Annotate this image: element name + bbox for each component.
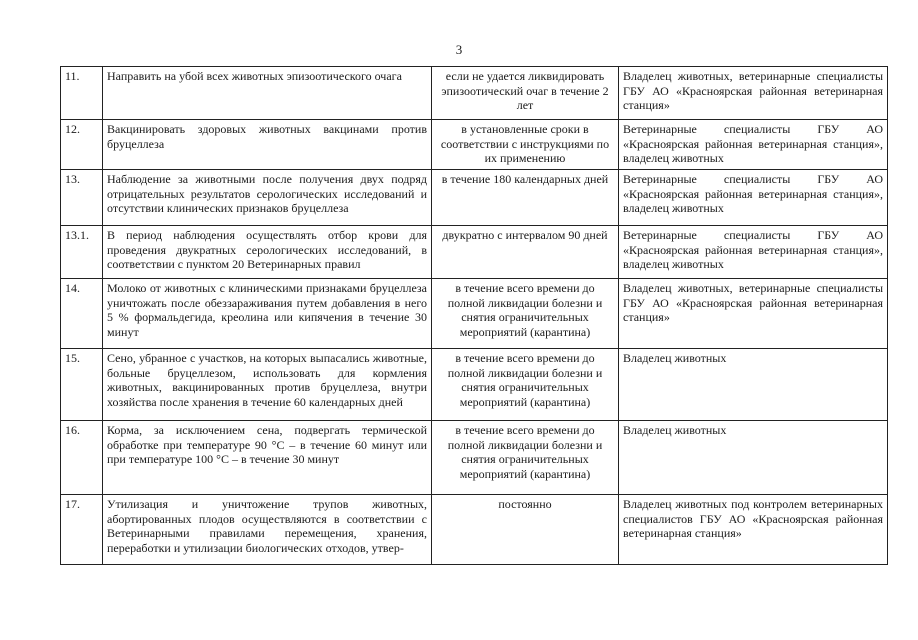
table-row bbox=[61, 349, 888, 421]
table-row bbox=[61, 170, 888, 226]
row-number: 13.1. bbox=[61, 226, 103, 279]
measure-cell: Сено, убранное с участков, на которых выпасались животные, больные бруцеллезом, использовать для кормления животных, вакцинированных против бруцеллеза, внутри хозяйства после хранения в течение 60 календарных дней bbox=[103, 349, 432, 421]
measure-cell: Направить на убой всех животных эпизоотического очага bbox=[103, 67, 432, 120]
deadline-cell: если не удается ликвидировать эпизоотический очаг в течение 2 лет bbox=[432, 67, 619, 120]
deadline-cell: в течение всего времени до полной ликвидации болезни и снятия ограничительных мероприятий (карантина) bbox=[432, 349, 619, 421]
responsible-cell: Владелец животных, ветеринарные специалисты ГБУ АО «Красноярская районная ветеринарная станция» bbox=[619, 67, 888, 120]
responsible-cell: Ветеринарные специалисты ГБУ АО «Красноярская районная ветеринарная станция», владелец животных bbox=[619, 226, 888, 279]
measure-cell: Утилизация и уничтожение трупов животных, абортированных плодов осуществляются в соответствии с Ветеринарными правилами перемещения, хранения, переработки и утилизации биологических отходов, утвер- bbox=[103, 495, 432, 565]
measure-cell: Вакцинировать здоровых животных вакцинами против бруцеллеза bbox=[103, 120, 432, 170]
page-number: 3 bbox=[455, 42, 463, 57]
measure-cell: Наблюдение за животными после получения двух подряд отрицательных результатов серологических исследований и отсутствии клинических признаков бруцеллеза bbox=[103, 170, 432, 226]
deadline-cell: двукратно с интервалом 90 дней bbox=[432, 226, 619, 279]
responsible-cell: Ветеринарные специалисты ГБУ АО «Красноярская районная ветеринарная станция», владелец животных bbox=[619, 170, 888, 226]
row-number: 17. bbox=[61, 495, 103, 565]
table-row bbox=[61, 226, 888, 279]
row-number: 13. bbox=[61, 170, 103, 226]
table-row bbox=[61, 120, 888, 170]
deadline-cell: в течение всего времени до полной ликвидации болезни и снятия ограничительных мероприятий (карантина) bbox=[432, 279, 619, 349]
deadline-cell: в установленные сроки в соответствии с инструкциями по их применению bbox=[432, 120, 619, 170]
deadline-cell: в течение 180 календарных дней bbox=[432, 170, 619, 226]
row-number: 12. bbox=[61, 120, 103, 170]
row-number: 11. bbox=[61, 67, 103, 120]
row-number: 15. bbox=[61, 349, 103, 421]
responsible-cell: Ветеринарные специалисты ГБУ АО «Красноярская районная ветеринарная станция», владелец животных bbox=[619, 120, 888, 170]
table-row bbox=[61, 279, 888, 349]
table-row bbox=[61, 421, 888, 495]
table-row bbox=[61, 67, 888, 120]
row-number: 14. bbox=[61, 279, 103, 349]
responsible-cell: Владелец животных, ветеринарные специалисты ГБУ АО «Красноярская районная ветеринарная станция» bbox=[619, 279, 888, 349]
responsible-cell: Владелец животных bbox=[619, 349, 888, 421]
measure-cell: Молоко от животных с клиническими признаками бруцеллеза уничтожать после обеззараживания путем добавления в него 5 % формальдегида, креолина или кипячения в течение 30 минут bbox=[103, 279, 432, 349]
row-number: 16. bbox=[61, 421, 103, 495]
deadline-cell: постоянно bbox=[432, 495, 619, 565]
table-row bbox=[61, 495, 888, 565]
deadline-cell: в течение всего времени до полной ликвидации болезни и снятия ограничительных мероприятий (карантина) bbox=[432, 421, 619, 495]
responsible-cell: Владелец животных bbox=[619, 421, 888, 495]
responsible-cell: Владелец животных под контролем ветеринарных специалистов ГБУ АО «Красноярская районная ветеринарная станция» bbox=[619, 495, 888, 565]
measures-table bbox=[60, 66, 888, 565]
measure-cell: В период наблюдения осуществлять отбор крови для проведения двукратных серологических исследований, в соответствии с пунктом 20 Ветеринарных правил bbox=[103, 226, 432, 279]
measure-cell: Корма, за исключением сена, подвергать термической обработке при температуре 90 °С – в течение 60 минут или при температуре 100 °С – в течение 30 минут bbox=[103, 421, 432, 495]
